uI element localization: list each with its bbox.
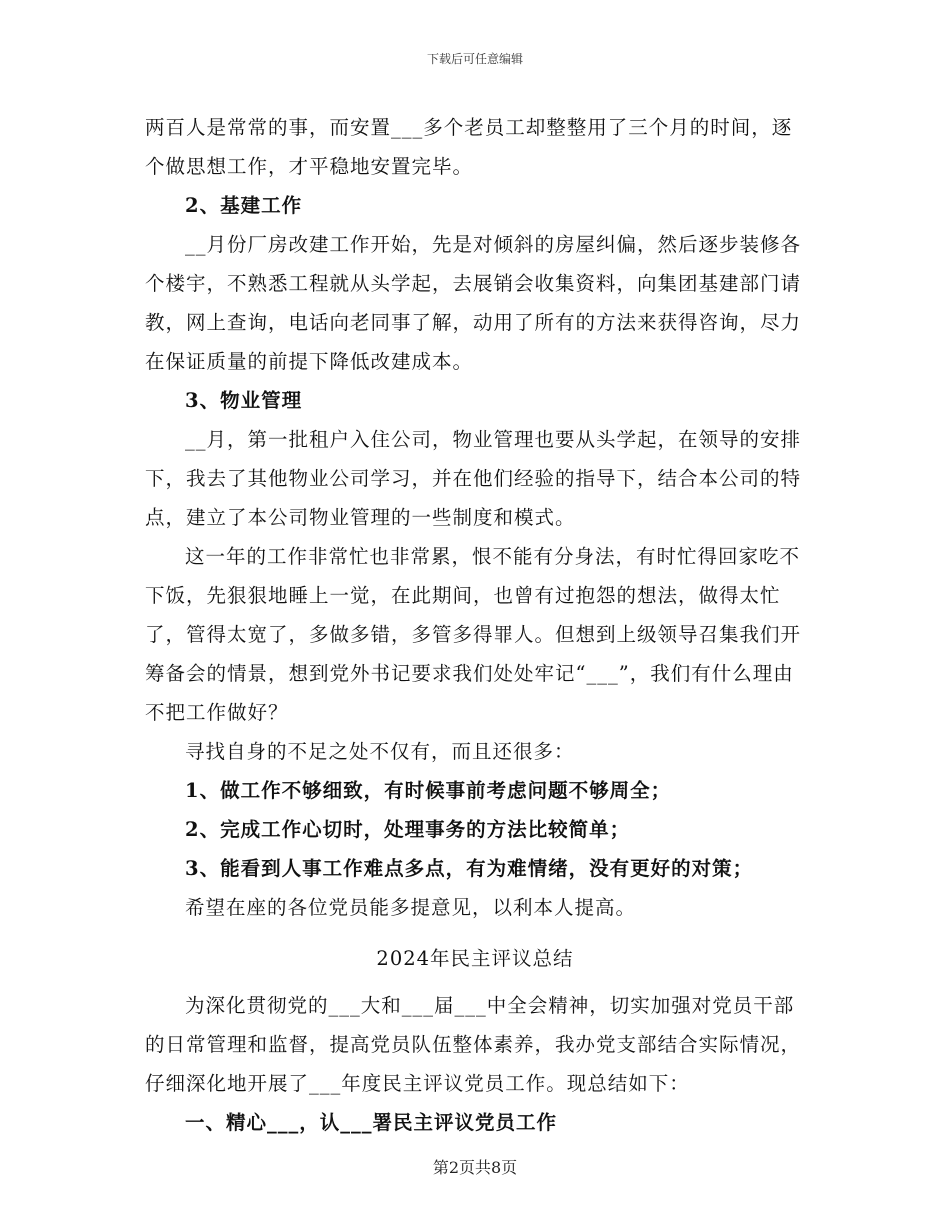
- list-item: 2、完成工作心切时，处理事务的方法比较简单；: [185, 818, 631, 841]
- header-note: 下载后可任意编辑: [426, 52, 523, 66]
- paragraph: 希望在座的各位党员能多提意见，以利本人提高。: [185, 896, 637, 919]
- document-title: 2024年民主评议总结: [376, 947, 574, 970]
- paragraph: __月，第一批租户入住公司，物业管理也要从头学起，在领导的安排下，我去了其他物业公司学习，并在他们经验的指导下，结合本公司的特点，建立了本公司物业管理的一些制度和模式。: [145, 428, 802, 529]
- section-heading: 一、精心___，认___署民主评议党员工作: [185, 1111, 558, 1134]
- list-item: 1、做工作不够细致，有时候事前考虑问题不够周全；: [185, 779, 672, 802]
- paragraph: 两百人是常常的事，而安置___多个老员工却整整用了三个月的时间，逐个做思想工作，才平稳地安置完毕。: [145, 116, 793, 178]
- paragraph: 这一年的工作非常忙也非常累，恨不能有分身法，有时忙得回家吃不下饭，先狠狠地睡上一觉，在此期间，也曾有过抱怨的想法，做得太忙了，管得太宽了，多做多错，多管多得罪人。但想到上级领导召集我们开筹备会的情景，想到党外书记要求我们处处牢记“___”，我们有什么理由不把工作做好？: [145, 545, 802, 724]
- paragraph: 寻找自身的不足之处不仅有，而且还很多：: [185, 740, 575, 763]
- page-number: 第2页共8页: [432, 1158, 518, 1177]
- document-body: [145, 108, 805, 1142]
- list-item: 3、能看到人事工作难点多点，有为难情绪，没有更好的对策；: [185, 857, 754, 880]
- section-heading: 2、基建工作: [185, 194, 303, 217]
- section-heading: 3、物业管理: [185, 389, 303, 412]
- paragraph: __月份厂房改建工作开始，先是对倾斜的房屋纠偏，然后逐步装修各个楼宇，不熟悉工程就从头学起，去展销会收集资料，向集团基建部门请教，网上查询，电话向老同事了解，动用了所有的方法来获得咨询，尽力在保证质量的前提下降低改建成本。: [145, 233, 802, 373]
- paragraph: 为深化贯彻党的___大和___届___中全会精神，切实加强对党员干部的日常管理和监督，提高党员队伍整体素养，我办党支部结合实际情况，仔细深化地开展了___年度民主评议党员工作。现总结如下：: [145, 994, 802, 1095]
